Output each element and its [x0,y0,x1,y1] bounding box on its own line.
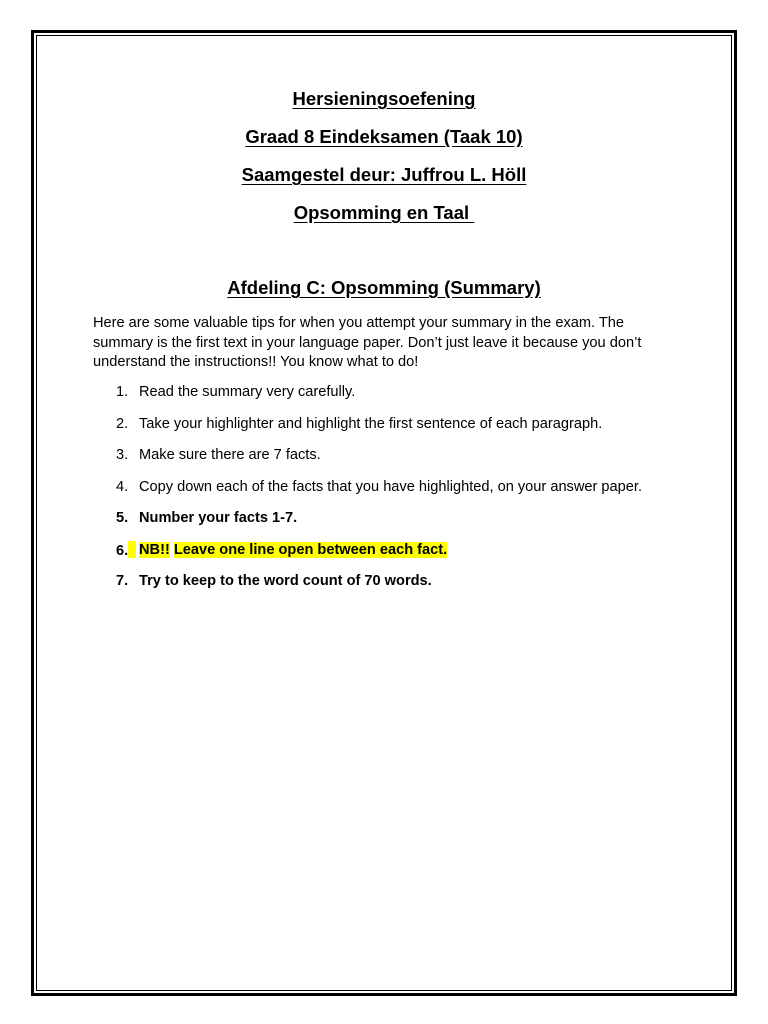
tips-list [93,383,673,604]
list-item-number: 3. [116,447,129,463]
list-item-number: 1. [116,384,129,400]
list-item [93,478,673,498]
list-item-number: 7. [116,573,129,589]
list-item [93,572,673,592]
section-title: Afdeling C: Opsomming (Summary) [227,277,541,298]
heading-compiled-by: Saamgestel deur: Juffrou L. Höll [241,164,527,185]
list-item [93,415,673,435]
nb-prefix: NB!! [139,541,170,558]
heading-topic: Opsomming en Taal [293,202,475,223]
list-item-highlighted [93,541,673,561]
list-item-text: Number your facts 1-7. [139,510,298,526]
list-item-text: Read the summary very carefully. [139,384,356,400]
list-item [93,509,673,529]
list-item [93,383,673,403]
list-item-text: Leave one line open between each fact. [173,541,448,558]
heading-title: Hersieningsoefening [292,88,476,109]
list-item-text: Take your highlighter and highlight the first sentence of each paragraph. [139,415,603,432]
list-item-text: Copy down each of the facts that you have highlighted, on your answer paper. [139,478,642,495]
list-item [93,446,673,466]
list-item-number: 2. [116,415,129,432]
intro-paragraph: Here are some valuable tips for when you attempt your summary in the exam. The summary is the first text in your language paper. Don’t just leave it because you don’t understand the instructions!! You know what to do! [93,315,642,370]
list-item-text: Try to keep to the word count of 70 words. [139,573,432,589]
list-item-number: 6. [116,541,136,562]
list-item-number: 5. [116,510,129,526]
heading-grade-exam: Graad 8 Eindeksamen (Taak 10) [245,126,523,147]
list-item-text: Make sure there are 7 facts. [139,447,321,463]
list-item-number: 4. [116,478,129,495]
